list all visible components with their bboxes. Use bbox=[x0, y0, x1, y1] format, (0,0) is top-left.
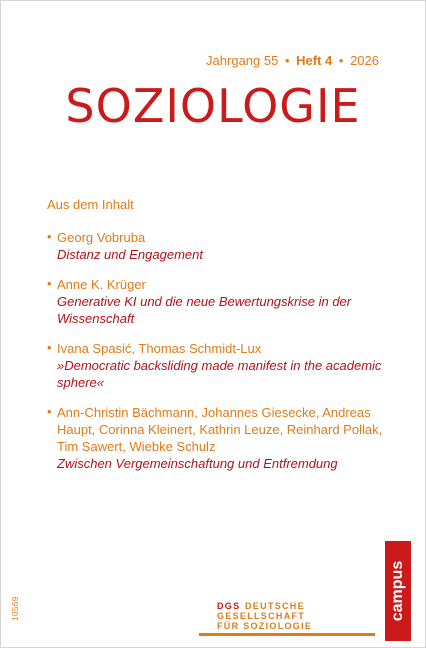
entry-authors: Georg Vobruba bbox=[57, 230, 146, 245]
bullet: • bbox=[47, 276, 52, 291]
society-line2: GESELLSCHAFT bbox=[217, 611, 306, 621]
bullet: • bbox=[47, 229, 52, 244]
entry-article-title: Generative KI und die neue Bewertungskrise in der Wissenschaft bbox=[57, 294, 352, 326]
entry-authors: Ann-Christin Bächmann, Johannes Giesecke, Andreas Haupt, Corinna Kleinert, Kathrin Leuze, Reinhard Pollak, Tim Sawert, Wiebke Schulz bbox=[57, 405, 383, 454]
issue-separator: • bbox=[284, 53, 290, 68]
society-logo bbox=[217, 601, 312, 631]
society-line1: DEUTSCHE bbox=[245, 601, 305, 611]
issue-number: Heft 4 bbox=[296, 53, 333, 68]
issn-code: 10569 bbox=[11, 596, 20, 621]
issue-line bbox=[206, 53, 379, 68]
publisher-name: campus bbox=[389, 560, 406, 622]
bullet: • bbox=[47, 340, 52, 355]
contents-entry bbox=[47, 229, 397, 263]
society-rule bbox=[199, 633, 375, 636]
entry-article-title: »Democratic backsliding made manifest in the academic sphere« bbox=[57, 358, 382, 390]
publisher-logo bbox=[385, 541, 411, 641]
volume: Jahrgang 55 bbox=[206, 53, 279, 68]
contents-entry bbox=[47, 340, 397, 391]
contents-section bbox=[47, 197, 397, 485]
society-line3: FÜR SOZIOLOGIE bbox=[217, 621, 313, 631]
society-abbr: DGS bbox=[217, 601, 241, 611]
contents-heading: Aus dem Inhalt bbox=[47, 197, 134, 212]
entry-article-title: Zwischen Vergemeinschaftung und Entfremdung bbox=[57, 456, 338, 471]
entry-article-title: Distanz und Engagement bbox=[57, 247, 203, 262]
year: 2026 bbox=[350, 53, 379, 68]
issue-separator: • bbox=[338, 53, 344, 68]
bullet: • bbox=[47, 404, 52, 419]
entry-authors: Ivana Spasić, Thomas Schmidt-Lux bbox=[57, 341, 262, 356]
contents-entry bbox=[47, 276, 397, 327]
entry-authors: Anne K. Krüger bbox=[57, 277, 146, 292]
contents-entry bbox=[47, 404, 397, 472]
journal-title: SOZIOLOGIE bbox=[65, 79, 361, 133]
